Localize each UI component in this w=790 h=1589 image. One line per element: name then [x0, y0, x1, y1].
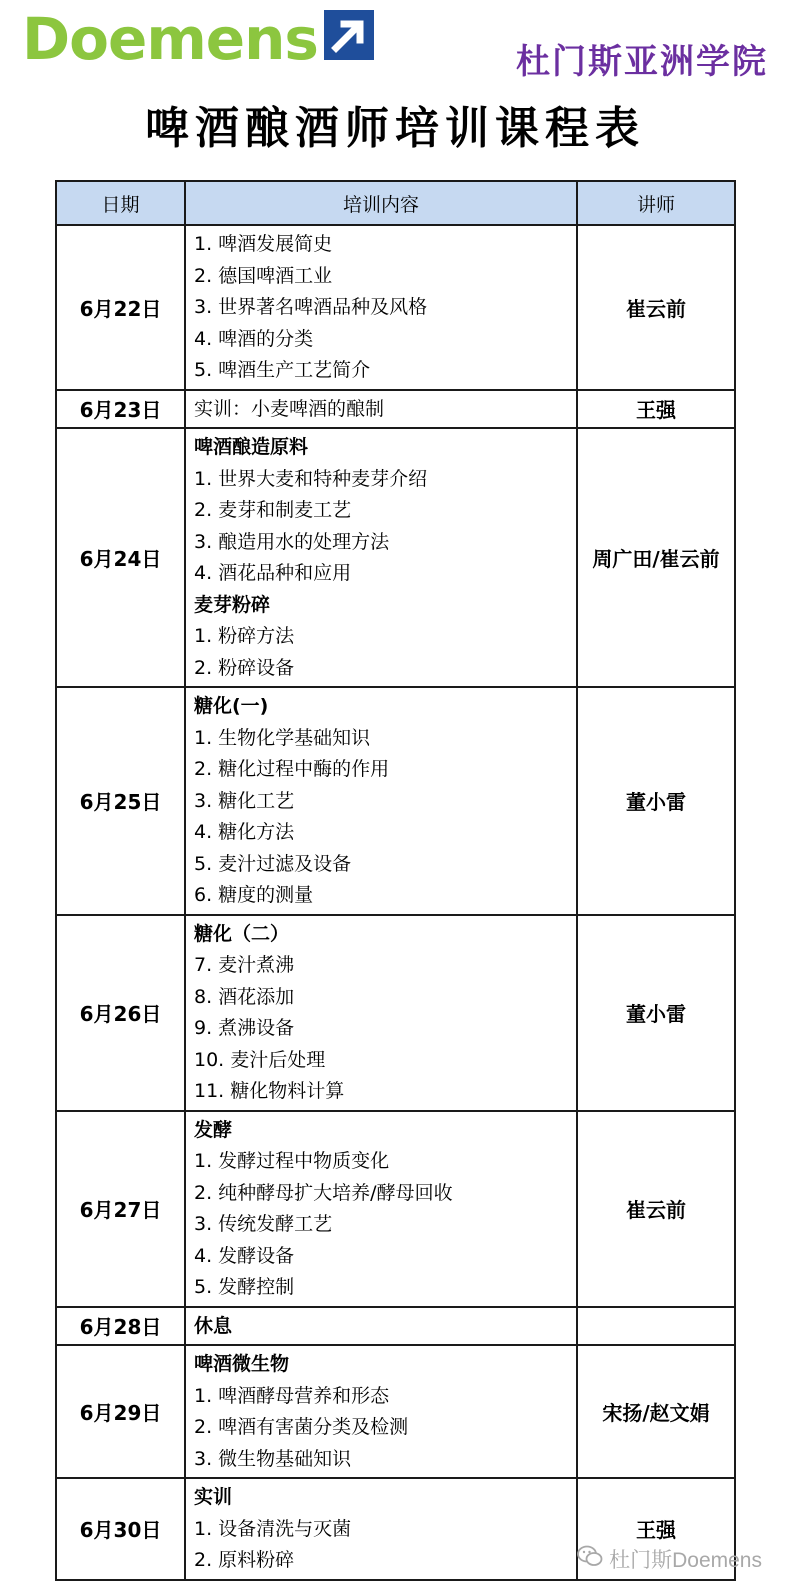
table-row	[56, 1345, 735, 1478]
section-heading: 啤酒微生物	[194, 1353, 290, 1375]
section-heading: 糖化(一)	[194, 695, 269, 717]
section-heading: 糖化（二）	[194, 922, 290, 945]
school-name: 杜门斯亚洲学院	[516, 42, 768, 82]
content-line: 2. 粉碎设备	[194, 656, 295, 679]
content-line: 2. 糖化过程中酶的作用	[194, 758, 390, 780]
content-line: 2. 纯种酵母扩大培养/酵母回收	[194, 1181, 453, 1204]
content-cell	[185, 1478, 577, 1580]
lecturer-cell: 王强	[577, 1478, 735, 1580]
content-cell	[185, 1307, 577, 1346]
table-row	[56, 225, 735, 390]
content-line: 4. 酒花品种和应用	[194, 562, 352, 584]
lecturer-cell: 崔云前	[577, 225, 735, 390]
logo-text: Doemens	[22, 5, 318, 73]
section-heading: 实训	[194, 1486, 233, 1508]
content-line: 1. 啤酒发展简史	[194, 233, 333, 255]
content-line: 3. 传统发酵工艺	[194, 1213, 333, 1235]
content-line: 2. 原料粉碎	[194, 1549, 295, 1571]
section-heading: 发酵	[194, 1118, 233, 1141]
content-line: 5. 发酵控制	[194, 1276, 295, 1298]
wechat-icon	[577, 1545, 609, 1573]
content-cell	[185, 225, 577, 390]
section-heading: 啤酒酿造原料	[194, 436, 309, 458]
content-line: 1. 世界大麦和特种麦芽介绍	[194, 467, 428, 490]
content-line: 1. 生物化学基础知识	[194, 726, 371, 749]
content-line: 6. 糖度的测量	[194, 884, 314, 906]
doemens-logo	[22, 5, 374, 73]
table-row	[56, 687, 735, 915]
content-line: 11. 糖化物料计算	[194, 1080, 345, 1102]
date-cell: 6月29日	[56, 1345, 185, 1478]
table-row	[56, 390, 735, 429]
content-line: 1. 设备清洗与灭菌	[194, 1517, 352, 1540]
section-heading: 麦芽粉碎	[194, 593, 271, 616]
logo-arrow-icon	[324, 10, 374, 60]
content-line: 4. 啤酒的分类	[194, 327, 314, 350]
content-cell	[185, 1345, 577, 1478]
date-cell: 6月26日	[56, 915, 185, 1111]
content-cell	[185, 390, 577, 429]
date-cell: 6月30日	[56, 1478, 185, 1580]
content-cell	[185, 428, 577, 687]
content-line: 1. 粉碎方法	[194, 625, 295, 647]
content-line: 9. 煮沸设备	[194, 1017, 295, 1039]
content-line: 2. 麦芽和制麦工艺	[194, 499, 352, 521]
lecturer-cell: 董小雷	[577, 915, 735, 1111]
date-cell: 6月28日	[56, 1307, 185, 1346]
section-heading: 休息	[194, 1314, 233, 1337]
table-row	[56, 1307, 735, 1346]
content-line: 3. 糖化工艺	[194, 789, 295, 812]
content-cell	[185, 1111, 577, 1307]
content-line: 1. 啤酒酵母营养和形态	[194, 1384, 390, 1407]
content-line: 7. 麦汁煮沸	[194, 954, 295, 976]
content-line: 4. 糖化方法	[194, 821, 295, 843]
lecturer-cell: 王强	[577, 390, 735, 429]
date-cell: 6月27日	[56, 1111, 185, 1307]
content-line: 3. 世界著名啤酒品种及风格	[194, 296, 428, 318]
column-header-content: 培训内容	[185, 181, 577, 225]
page-title: 啤酒酿酒师培训课程表	[145, 103, 645, 154]
date-cell: 6月23日	[56, 390, 185, 429]
date-cell: 6月25日	[56, 687, 185, 915]
lecturer-cell: 崔云前	[577, 1111, 735, 1307]
lecturer-cell: 宋扬/赵文娟	[577, 1345, 735, 1478]
content-line: 8. 酒花添加	[194, 985, 295, 1008]
schedule-table	[55, 180, 736, 1581]
table-row	[56, 915, 735, 1111]
wechat-watermark	[577, 1544, 762, 1574]
content-cell	[185, 915, 577, 1111]
content-line: 3. 酿造用水的处理方法	[194, 530, 390, 553]
lecturer-cell: 董小雷	[577, 687, 735, 915]
content-line: 5. 麦汁过滤及设备	[194, 852, 352, 875]
date-cell: 6月24日	[56, 428, 185, 687]
content-line: 2. 德国啤酒工业	[194, 264, 333, 287]
content-line: 2. 啤酒有害菌分类及检测	[194, 1416, 409, 1438]
content-line: 实训：小麦啤酒的酿制	[194, 397, 385, 420]
table-row	[56, 1111, 735, 1307]
content-line: 1. 发酵过程中物质变化	[194, 1150, 390, 1172]
column-header-date: 日期	[56, 181, 185, 225]
date-cell: 6月22日	[56, 225, 185, 390]
table-row	[56, 428, 735, 687]
content-cell	[185, 687, 577, 915]
content-line: 4. 发酵设备	[194, 1244, 295, 1267]
content-line: 5. 啤酒生产工艺简介	[194, 359, 371, 381]
table-header-row	[56, 181, 735, 225]
watermark-text: 杜门斯Doemens	[609, 1549, 762, 1572]
content-line: 3. 微生物基础知识	[194, 1447, 352, 1470]
content-line: 10. 麦汁后处理	[194, 1048, 326, 1071]
lecturer-cell	[577, 1307, 735, 1346]
column-header-lecturer: 讲师	[577, 181, 735, 225]
lecturer-cell: 周广田/崔云前	[577, 428, 735, 687]
